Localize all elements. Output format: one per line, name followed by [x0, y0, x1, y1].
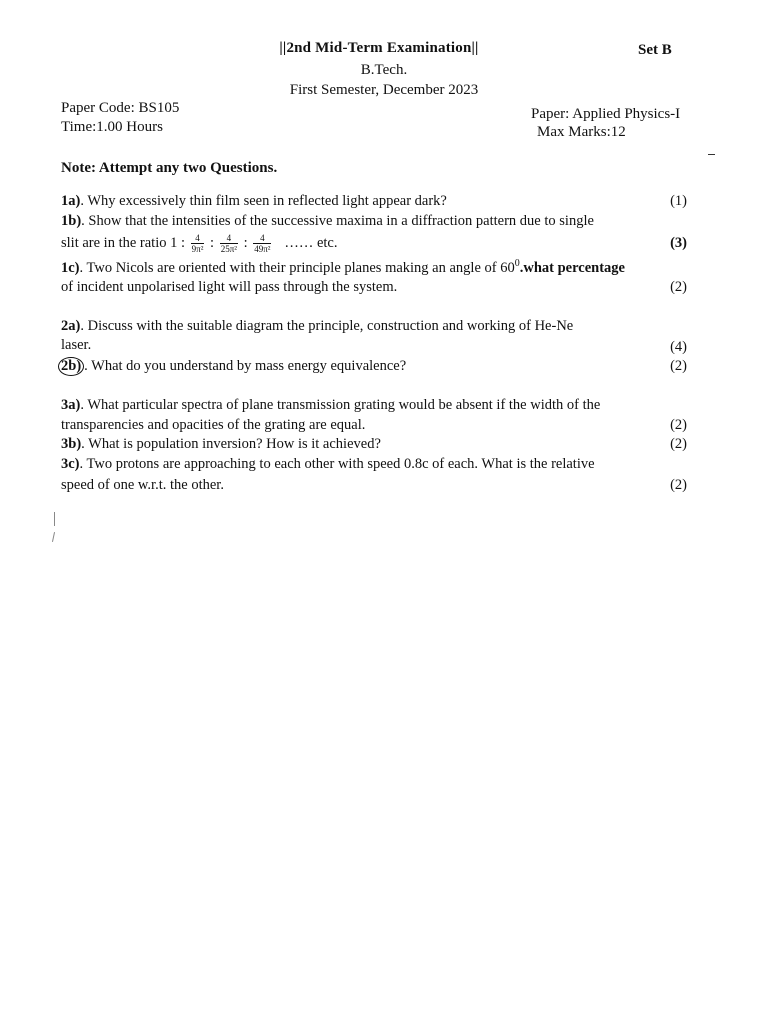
question-3a-line1	[61, 397, 713, 414]
question-1a	[61, 193, 713, 210]
circled-question-number: 2b)	[58, 357, 84, 376]
instruction-note: Note: Attempt any two Questions.	[61, 160, 278, 176]
question-marks: (2)	[670, 279, 687, 295]
question-text: speed of one w.r.t. the other.	[61, 477, 224, 493]
question-number: 1b)	[61, 213, 82, 229]
question-text: . Two protons are approaching to each other with speed 0.8c of each. What is the relative	[79, 456, 595, 472]
question-marks: (4)	[670, 339, 687, 355]
question-marks: (3)	[670, 234, 687, 251]
fraction-2: $\frac{4}{\text{25π²}}$	[220, 233, 237, 254]
question-text: . What particular spectra of plane transmission grating would be absent if the width of the	[80, 397, 601, 413]
question-text: transparencies and opacities of the grating are equal.	[61, 417, 366, 433]
program-line: B.Tech.	[360, 62, 408, 78]
title-right-glyph: ||	[471, 40, 479, 56]
question-3c-line2	[61, 477, 713, 494]
question-marks: (2)	[670, 436, 687, 452]
question-number: 3a)	[61, 397, 81, 413]
fraction-1: $\frac{4}{\text{9π²}}$	[191, 233, 204, 254]
question-3b	[61, 436, 713, 453]
paper-code: Paper Code: BS105	[61, 100, 180, 116]
title-left-glyph: ||	[279, 40, 287, 56]
stray-mark	[708, 154, 715, 155]
semester-line: First Semester, December 2023	[289, 82, 479, 98]
question-number: 3c)	[61, 456, 80, 472]
question-text-end: .what percentage	[519, 260, 625, 276]
set-label: Set B	[638, 42, 672, 58]
question-number: 1a)	[61, 193, 81, 209]
question-text: . Discuss with the suitable diagram the principle, construction and working of He-Ne	[80, 318, 574, 334]
max-marks: Max Marks:12	[537, 124, 626, 140]
degree-superscript: 0	[514, 258, 520, 270]
question-1c-line1	[61, 260, 713, 277]
question-number: 1c)	[61, 260, 80, 276]
question-text: . Two Nicols are oriented with their principle planes making an angle of 60	[79, 260, 515, 276]
question-text: of incident unpolarised light will pass through the system.	[61, 279, 398, 295]
question-text: . Why excessively thin film seen in reflected light appear dark?	[80, 193, 447, 209]
scan-mark	[54, 512, 55, 526]
question-2a-marks-row	[61, 339, 713, 356]
ratio-prefix: slit are in the ratio 1 :	[61, 234, 186, 251]
question-1b-line2	[61, 233, 713, 254]
question-number: 2a)	[61, 318, 81, 334]
question-3a-line2	[61, 417, 713, 434]
question-marks: (2)	[670, 477, 687, 493]
question-text: . Show that the intensities of the successive maxima in a diffraction pattern due to single	[81, 213, 594, 229]
title-text: 2nd Mid-Term Examination	[286, 40, 472, 56]
scan-mark	[52, 532, 55, 542]
ratio-separator: :	[210, 234, 215, 251]
question-2a-line1	[61, 318, 713, 335]
question-number: 3b)	[61, 436, 82, 452]
ratio-suffix: …… etc.	[284, 234, 338, 251]
question-1b-line1	[61, 213, 713, 230]
question-text: laser.	[61, 337, 92, 353]
paper-name: Paper: Applied Physics-I	[531, 106, 681, 122]
question-marks: (2)	[670, 358, 687, 374]
exam-time: Time:1.00 Hours	[61, 119, 163, 135]
question-marks: (1)	[670, 193, 687, 209]
question-text: . What do you understand by mass energy equivalence?	[84, 358, 407, 374]
ratio-separator: :	[243, 234, 248, 251]
fraction-3: $\frac{4}{\text{49π²}}$	[254, 233, 271, 254]
question-marks: (2)	[670, 417, 687, 433]
question-text: . What is population inversion? How is it achieved?	[81, 436, 381, 452]
question-1c-line2	[61, 279, 713, 296]
question-3c-line1	[61, 456, 713, 473]
question-2b	[61, 357, 713, 376]
